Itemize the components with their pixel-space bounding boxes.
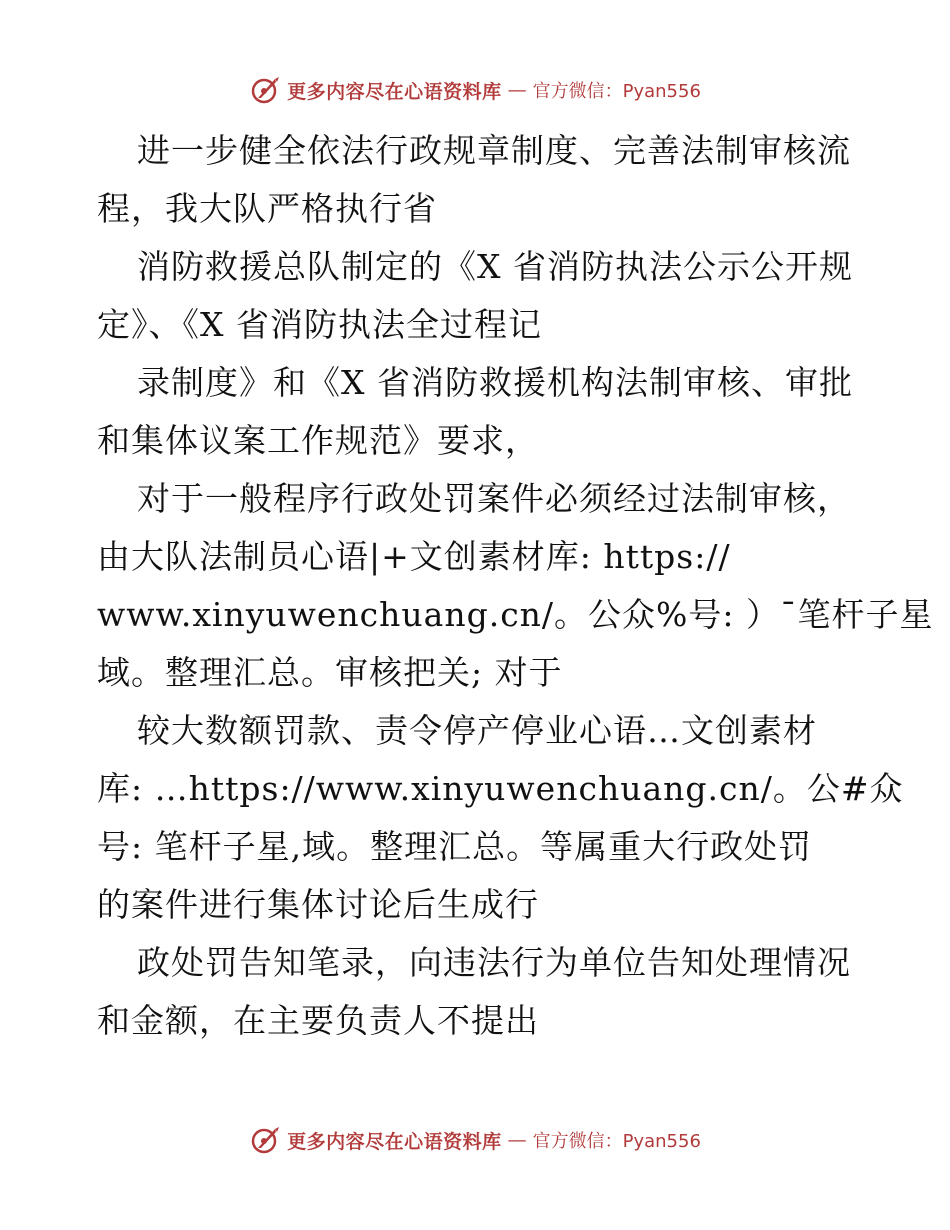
body-line: 政处罚告知笔录，向违法行为单位告知处理情况 — [137, 943, 851, 982]
body-line: 库: …https://www.xinyuwenchuang.cn/。公#众 — [97, 769, 904, 808]
footer-official-wechat: 官方微信：Pyan556 — [532, 1131, 701, 1152]
footer-separator: — — [507, 1129, 527, 1151]
feather-pen-circle-icon — [249, 74, 281, 106]
header-brand-text: 更多内容尽在心语资料库 — [287, 80, 502, 103]
body-line: www.xinyuwenchuang.cn/。公众%号: ）¯笔杆子星 — [97, 595, 934, 634]
body-line: 号: 笔杆子星,域。整理汇总。等属重大行政处罚 — [97, 827, 813, 866]
document-body — [97, 122, 934, 1050]
feather-pen-circle-icon — [249, 1124, 281, 1156]
footer-brand-text: 更多内容尽在心语资料库 — [287, 1130, 502, 1153]
body-line: 和金额，在主要负责人不提出 — [97, 1001, 539, 1040]
body-line: 消防救援总队制定的《X 省消防执法公示公开规 — [137, 247, 853, 286]
footer-banner — [0, 1120, 950, 1160]
header-separator: — — [507, 79, 527, 101]
header-banner — [0, 70, 950, 110]
body-line: 程，我大队严格执行省 — [97, 189, 437, 228]
body-line: 和集体议案工作规范》要求， — [97, 421, 539, 460]
body-line: 录制度》和《X 省消防救援机构法制审核、审批 — [137, 363, 853, 402]
body-line: 进一步健全依法行政规章制度、完善法制审核流 — [137, 131, 851, 170]
body-line: 由大队法制员心语|+文创素材库: https:// — [97, 537, 731, 576]
body-line: 对于一般程序行政处罚案件必须经过法制审核， — [137, 479, 851, 518]
body-line: 定》、《X 省消防执法全过程记 — [97, 305, 542, 344]
header-official-wechat: 官方微信：Pyan556 — [532, 81, 701, 102]
body-line: 较大数额罚款、责令停产停业心语…文创素材 — [137, 711, 817, 750]
body-line: 的案件进行集体讨论后生成行 — [97, 885, 539, 924]
body-line: 域。整理汇总。审核把关; 对于 — [97, 653, 563, 692]
